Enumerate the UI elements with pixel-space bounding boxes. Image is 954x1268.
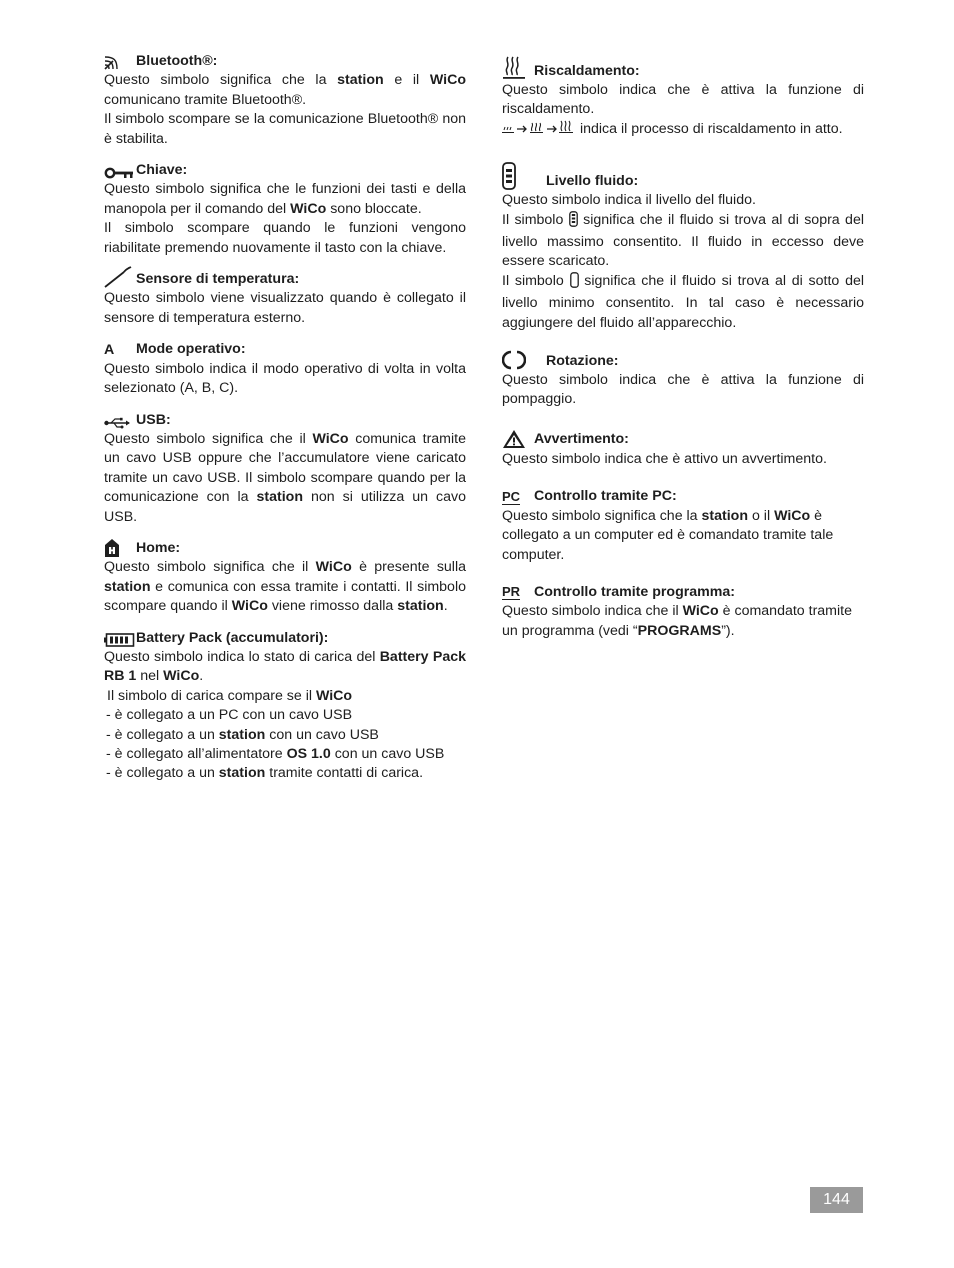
section-sensore [104, 270, 466, 328]
section-usb [104, 411, 466, 527]
list-item: - è collegato a un station con un cavo USB [106, 726, 379, 743]
section-mode [104, 340, 466, 398]
paragraph: Il simbolo scompare quando le funzioni vengono riabilitate premendo nuovamente il tasto con la chiave. [104, 220, 466, 256]
fluid-level-icon [502, 162, 546, 191]
paragraph: Questo simbolo indica che è attiva la funzione di pompaggio. [502, 372, 864, 408]
list-item: - è collegato a un station tramite contatti di carica. [106, 765, 424, 782]
temperature-sensor-icon [104, 270, 136, 289]
paragraph: Questo simbolo indica il modo operativo di volta in volta selezionato (A, B, C). [104, 360, 466, 397]
section-title: Sensore di temperatura: [136, 271, 300, 288]
section-heading [104, 539, 466, 558]
paragraph: Questo simbolo significa che la station e il WiCo comunicano tramite Bluetooth®. [104, 72, 466, 108]
section-heading [104, 411, 466, 430]
section-title: Avvertimento: [534, 431, 629, 448]
section-title: Controllo tramite PC: [534, 488, 677, 505]
paragraph: Il simbolo scompare se la comunicazione Bluetooth® non è stabilita. [104, 111, 466, 147]
section-title: Home: [136, 539, 181, 556]
section-heading [502, 162, 864, 191]
section-heading [104, 270, 466, 289]
charging-conditions-list [104, 706, 466, 784]
section-riscaldamento [502, 52, 864, 142]
key-icon [104, 161, 136, 180]
list-item: - è collegato all’alimentatore OS 1.0 con un cavo USB [106, 746, 445, 762]
paragraph: indica il processo di riscaldamento in atto. [502, 120, 864, 142]
left-column [104, 52, 466, 796]
section-livello [502, 162, 864, 333]
section-pr [502, 583, 864, 641]
paragraph: Il simbolo significa che il fluido si trova al di sopra del livello massimo consentito. Il fluido in eccesso deve essere scaricato. [502, 211, 864, 270]
paragraph: Il simbolo di carica compare se il WiCo [107, 687, 353, 704]
section-title: Bluetooth®: [136, 53, 218, 69]
list-item: - è collegato a un PC con un cavo USB [106, 707, 353, 724]
heating-icon [502, 52, 534, 81]
section-battery [104, 629, 466, 784]
paragraph: Questo simbolo significa che il WiCo è presente sulla station e comunica con essa tramite i contatti. Il simbolo scompare quando il WiCo viene rimosso dalla station. [104, 559, 466, 615]
paragraph: Questo simbolo indica che il WiCo è comandato tramite un programma (vedi “PROGRAMS”). [502, 603, 852, 639]
paragraph: Il simbolo significa che il fluido si trova al di sotto del livello minimo consentito. In tal caso è necessario aggiungere del fluido all’apparecchio. [502, 272, 864, 331]
usb-icon [104, 411, 136, 430]
paragraph: Questo simbolo significa che la station o il WiCo è collegato a un computer ed è comandato tramite tale computer. [502, 507, 834, 563]
section-heading [104, 52, 466, 71]
section-title: Controllo tramite programma: [534, 583, 736, 600]
section-heading [502, 428, 864, 450]
fluid-empty-icon [570, 272, 579, 294]
section-heading [502, 583, 864, 602]
section-avvertimento [502, 428, 864, 469]
battery-icon [104, 629, 136, 648]
section-bluetooth [104, 52, 466, 149]
paragraph: Questo simbolo indica lo stato di carica del Battery Pack RB 1 nel WiCo. [104, 648, 467, 685]
section-home [104, 539, 466, 617]
section-heading [104, 161, 466, 180]
paragraph: Questo simbolo indica che è attivo un avvertimento. [502, 450, 827, 467]
paragraph: Questo simbolo indica il livello del fluido. [502, 192, 756, 209]
section-title: Livello fluido: [546, 172, 639, 189]
warning-icon [502, 428, 534, 450]
paragraph: Questo simbolo viene visualizzato quando è collegato il sensore di temperatura esterno. [104, 290, 466, 326]
fluid-full-icon [569, 211, 578, 233]
home-icon [104, 539, 136, 558]
right-column [502, 52, 864, 653]
section-title: Riscaldamento: [534, 62, 640, 79]
page-number: 144 [810, 1187, 863, 1213]
program-control-icon: PR [502, 584, 521, 600]
section-heading [104, 340, 466, 359]
section-rotazione [502, 347, 864, 410]
rotation-icon [502, 347, 546, 371]
section-title: USB: [136, 411, 171, 428]
section-heading [502, 347, 864, 371]
section-chiave [104, 161, 466, 258]
paragraph: Questo simbolo indica che è attiva la funzione di riscaldamento. [502, 82, 864, 118]
section-heading [502, 487, 864, 506]
section-heading [502, 52, 864, 81]
section-title: Rotazione: [546, 352, 619, 369]
paragraph: Questo simbolo significa che il WiCo comunica tramite un cavo USB oppure che l’accumulatore viene caricato tramite un cavo USB. Il simbolo scompare quando per la comunicazione con la station non si utilizza un cavo USB. [104, 430, 466, 525]
section-title: Chiave: [136, 162, 188, 179]
heating-sequence-icon [502, 120, 576, 142]
section-pc [502, 487, 864, 565]
mode-letter: A [104, 341, 115, 358]
pc-control-icon: PC [502, 488, 521, 504]
section-title: Mode operativo: [136, 341, 246, 358]
bluetooth-icon [104, 52, 136, 71]
section-heading [104, 629, 466, 648]
section-title: Battery Pack (accumulatori): [136, 629, 329, 646]
paragraph: Questo simbolo significa che le funzioni dei tasti e della manopola per il comando del WiCo sono bloccate. [104, 181, 466, 217]
